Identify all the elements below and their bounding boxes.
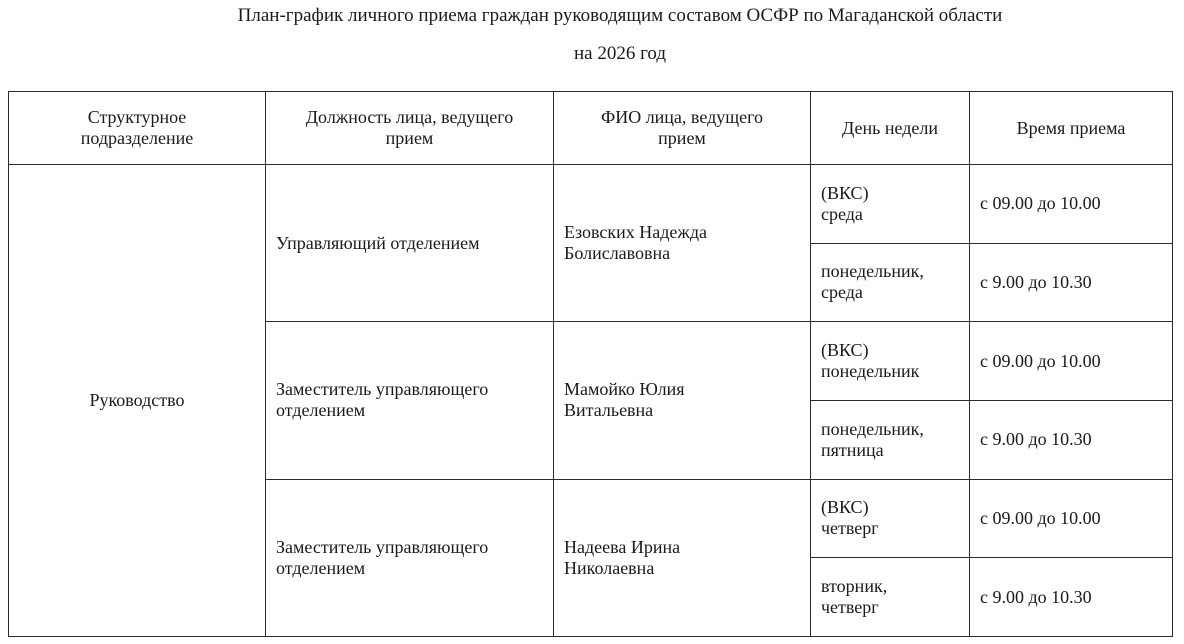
weekday-cell: понедельник, пятница [811,400,970,479]
time-cell: с 9.00 до 10.30 [970,243,1173,322]
department-cell: Руководство [9,165,266,637]
time-cell: с 09.00 до 10.00 [970,165,1173,244]
full-name-cell: Мамойко Юлия Витальевна [554,322,811,479]
weekday-cell: вторник, четверг [811,558,970,637]
time-cell: с 9.00 до 10.30 [970,558,1173,637]
weekday-cell: (ВКС) среда [811,165,970,244]
header-reception-time: Время приема [970,92,1173,165]
header-department: Структурное подразделение [9,92,266,165]
position-cell: Управляющий отделением [266,165,554,322]
reception-schedule-table [8,91,1173,637]
position-cell: Заместитель управляющего отделением [266,479,554,636]
full-name-cell: Надеева Ирина Николаевна [554,479,811,636]
table-header-row [9,92,1173,165]
header-full-name: ФИО лица, ведущего прием [554,92,811,165]
time-cell: с 09.00 до 10.00 [970,322,1173,401]
weekday-cell: (ВКС) понедельник [811,322,970,401]
header-position: Должность лица, ведущего прием [266,92,554,165]
document-subtitle-year: на 2026 год [573,43,667,64]
header-weekday: День недели [811,92,970,165]
time-cell: с 9.00 до 10.30 [970,400,1173,479]
position-cell: Заместитель управляющего отделением [266,322,554,479]
weekday-cell: понедельник, среда [811,243,970,322]
document-title: План-график личного приема граждан руководящим составом ОСФР по Магаданской области [237,5,1003,26]
table-row [9,165,1173,244]
full-name-cell: Езовских Надежда Болиславовна [554,165,811,322]
weekday-cell: (ВКС) четверг [811,479,970,558]
time-cell: с 09.00 до 10.00 [970,479,1173,558]
